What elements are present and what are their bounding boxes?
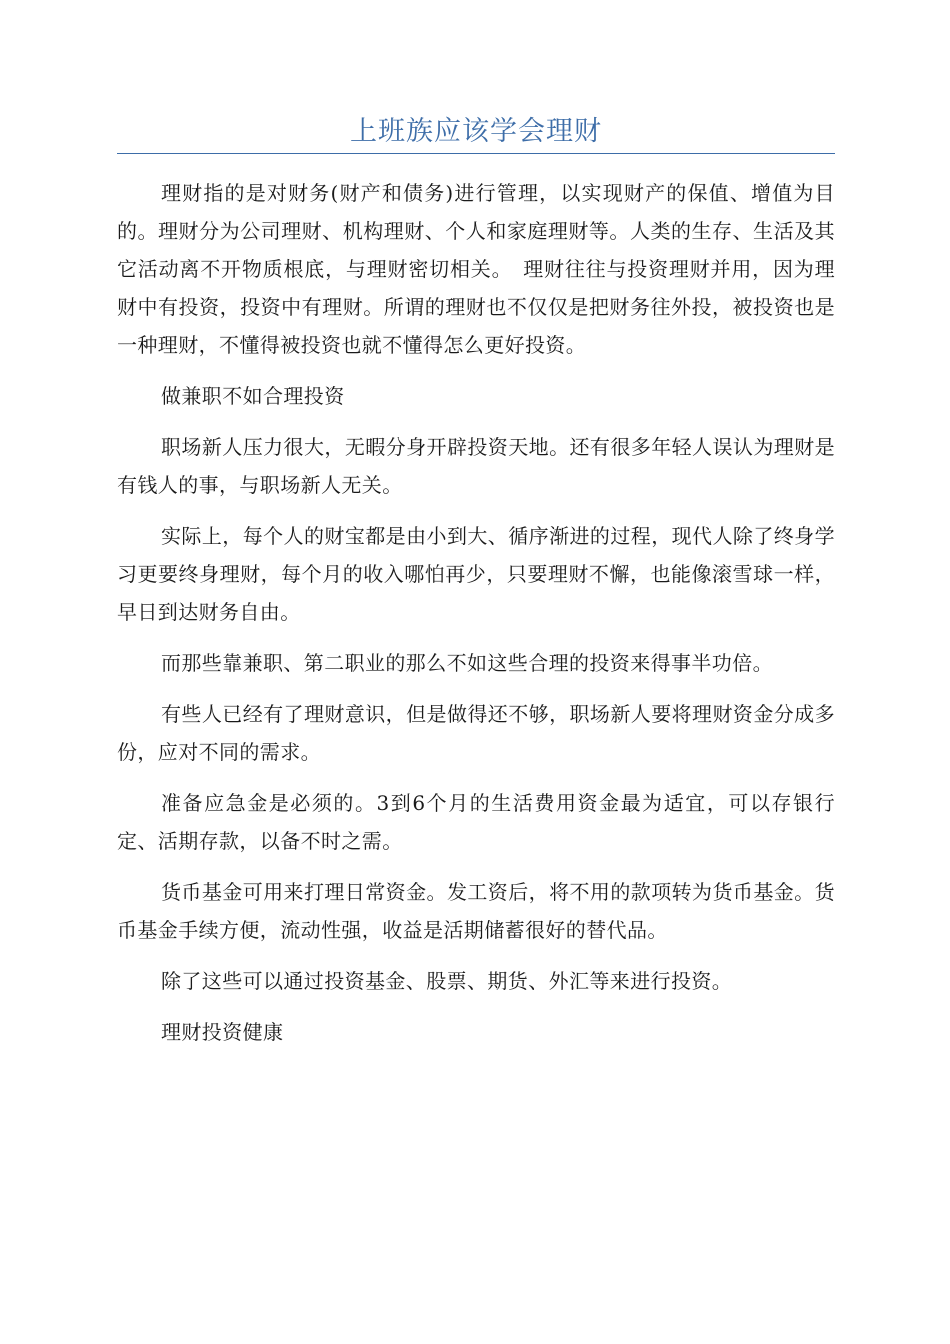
- page-title: 上班族应该学会理财: [350, 116, 602, 147]
- paragraph: 准备应急金是必须的。3到6个月的生活费用资金最为适宜，可以存银行定、活期存款，以备不时之需。: [117, 791, 835, 853]
- paragraph-intro: 理财指的是对财务(财产和债务)进行管理，以实现财产的保值、增值为目的。理财分为公司理财、机构理财、个人和家庭理财等。人类的生存、生活及其它活动离不开物质根底，与理财密切相关。 理财往往与投资理财并用，因为理财中有投资，投资中有理财。所谓的理财也不仅仅是把财务往外投，被投资也是一种理财，不懂得被投资也就不懂得怎么更好投资。: [117, 181, 835, 357]
- section-heading-health: 理财投资健康: [161, 1020, 284, 1044]
- paragraph: 货币基金可用来打理日常资金。发工资后，将不用的款项转为货币基金。货币基金手续方便，流动性强，收益是活期储蓄很好的替代品。: [117, 880, 835, 942]
- paragraph: 职场新人压力很大，无暇分身开辟投资天地。还有很多年轻人误认为理财是有钱人的事，与职场新人无关。: [117, 435, 835, 497]
- paragraph: 而那些靠兼职、第二职业的那么不如这些合理的投资来得事半功倍。: [161, 651, 773, 675]
- paragraph: 实际上，每个人的财宝都是由小到大、循序渐进的过程，现代人除了终身学习更要终身理财，每个月的收入哪怕再少，只要理财不懈，也能像滚雪球一样，早日到达财务自由。: [117, 524, 835, 624]
- document-body: [117, 174, 835, 1064]
- paragraph: 有些人已经有了理财意识，但是做得还不够，职场新人要将理财资金分成多份，应对不同的需求。: [117, 702, 835, 764]
- title-underline: [117, 153, 835, 154]
- paragraph: 除了这些可以通过投资基金、股票、期货、外汇等来进行投资。: [161, 969, 733, 993]
- section-heading-part-time: 做兼职不如合理投资: [161, 384, 345, 408]
